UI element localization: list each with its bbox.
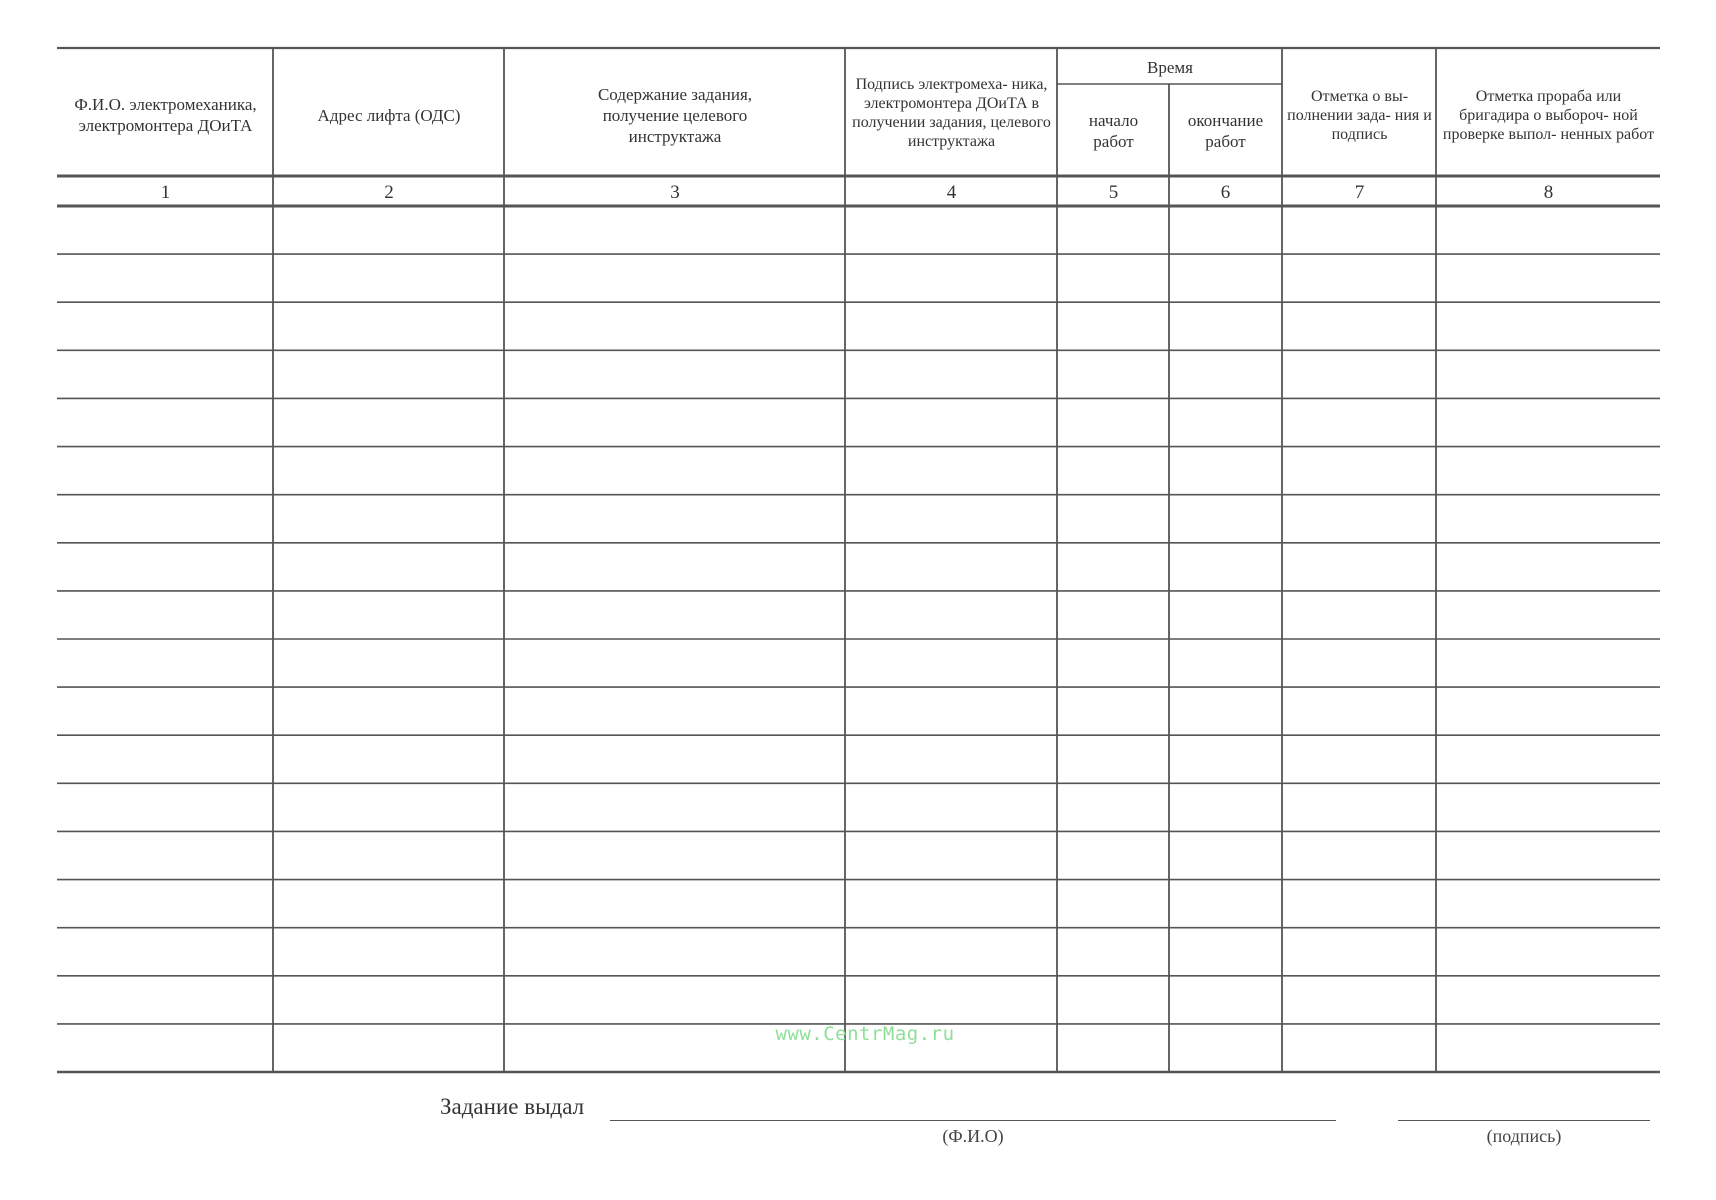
table-cell-col3[interactable] (506, 497, 843, 541)
table-cell-col3[interactable] (506, 833, 843, 877)
table-cell-col4[interactable] (847, 785, 1055, 829)
table-cell-col4[interactable] (847, 833, 1055, 877)
table-cell-col8[interactable] (1438, 208, 1658, 252)
table-cell-col6[interactable] (1171, 256, 1280, 300)
table-cell-col2[interactable] (275, 208, 502, 252)
table-cell-col5[interactable] (1059, 449, 1167, 493)
table-cell-col5[interactable] (1059, 1026, 1167, 1070)
table-cell-col3[interactable] (506, 449, 843, 493)
table-cell-col5[interactable] (1059, 256, 1167, 300)
table-cell-col5[interactable] (1059, 882, 1167, 926)
header-col8: Отметка прораба или бригадира о выбороч- ной проверке выпол- ненных работ (1442, 87, 1655, 143)
table-cell-col4[interactable] (847, 497, 1055, 541)
table-cell-col1[interactable] (59, 497, 271, 541)
table-cell-col7[interactable] (1284, 208, 1434, 252)
header-col6: окончание работ (1187, 110, 1264, 151)
header-col2: Адрес лифта (ОДС) (317, 105, 461, 125)
column-number-8: 8 (1543, 182, 1554, 203)
table-cell-col8[interactable] (1438, 641, 1658, 685)
table-cell-col6[interactable] (1171, 930, 1280, 974)
table-cell-col8[interactable] (1438, 785, 1658, 829)
header-col1: Ф.И.О. электромеханика, электромонтера ДОиТА (74, 95, 257, 135)
table-cell-col8[interactable] (1438, 545, 1658, 589)
table-cell-col5[interactable] (1059, 978, 1167, 1022)
table-cell-col6[interactable] (1171, 882, 1280, 926)
table-cell-col1[interactable] (59, 208, 271, 252)
table-cell-col5[interactable] (1059, 352, 1167, 396)
table-cell-col3[interactable] (506, 978, 843, 1022)
table-cell-col6[interactable] (1171, 785, 1280, 829)
table-cell-col2[interactable] (275, 689, 502, 733)
table-cell-col7[interactable] (1284, 304, 1434, 348)
table-cell-col3[interactable] (506, 930, 843, 974)
table-cell-col4[interactable] (847, 593, 1055, 637)
table-cell-col6[interactable] (1171, 689, 1280, 733)
header-col4: Подпись электромеха- ника, электромонтера ДОиТА в получении задания, целевого инструктажа (852, 75, 1051, 150)
table-cell-col3[interactable] (506, 641, 843, 685)
table-cell-col3[interactable] (506, 545, 843, 589)
table-cell-col2[interactable] (275, 400, 502, 444)
table-cell-col1[interactable] (59, 978, 271, 1022)
table-cell-col5[interactable] (1059, 930, 1167, 974)
header-col5: начало работ (1088, 110, 1139, 151)
table-cell-col2[interactable] (275, 256, 502, 300)
table-cell-col3[interactable] (506, 785, 843, 829)
table-cell-col2[interactable] (275, 304, 502, 348)
table-cell-col6[interactable] (1171, 641, 1280, 685)
table-cell-col4[interactable] (847, 208, 1055, 252)
table-cell-col6[interactable] (1171, 1026, 1280, 1070)
table-cell-col1[interactable] (59, 882, 271, 926)
table-cell-col7[interactable] (1284, 833, 1434, 877)
table-cell-col8[interactable] (1438, 689, 1658, 733)
table-cell-col1[interactable] (59, 930, 271, 974)
table-cell-col7[interactable] (1284, 785, 1434, 829)
table-cell-col4[interactable] (847, 689, 1055, 733)
table-cell-col8[interactable] (1438, 737, 1658, 781)
issuer-signature-caption: (подпись) (1486, 1126, 1562, 1146)
table-cell-col3[interactable] (506, 208, 843, 252)
table-cell-col4[interactable] (847, 545, 1055, 589)
table-cell-col7[interactable] (1284, 978, 1434, 1022)
table-cell-col4[interactable] (847, 930, 1055, 974)
table-cell-col3[interactable] (506, 882, 843, 926)
table-cell-col1[interactable] (59, 256, 271, 300)
table-cell-col7[interactable] (1284, 256, 1434, 300)
table-cell-col4[interactable] (847, 304, 1055, 348)
column-number-4: 4 (946, 182, 957, 203)
table-cell-col3[interactable] (506, 737, 843, 781)
table-cell-col7[interactable] (1284, 352, 1434, 396)
table-cell-col5[interactable] (1059, 593, 1167, 637)
table-cell-col8[interactable] (1438, 593, 1658, 637)
table-cell-col8[interactable] (1438, 304, 1658, 348)
table-cell-col1[interactable] (59, 352, 271, 396)
table-cell-col1[interactable] (59, 689, 271, 733)
table-cell-col7[interactable] (1284, 400, 1434, 444)
header-col3: Содержание задания, получение целевого инструктажа (597, 84, 753, 146)
table-cell-col1[interactable] (59, 304, 271, 348)
table-cell-col3[interactable] (506, 352, 843, 396)
issuer-name-caption: (Ф.И.О) (942, 1126, 1004, 1146)
table-cell-col4[interactable] (847, 400, 1055, 444)
table-cell-col2[interactable] (275, 1026, 502, 1070)
table-cell-col3[interactable] (506, 593, 843, 637)
table-cell-col2[interactable] (275, 930, 502, 974)
table-cell-col7[interactable] (1284, 641, 1434, 685)
column-number-2: 2 (384, 182, 394, 203)
table-cell-col8[interactable] (1438, 1026, 1658, 1070)
table-cell-col5[interactable] (1059, 400, 1167, 444)
column-number-5: 5 (1108, 182, 1119, 203)
table-cell-col8[interactable] (1438, 497, 1658, 541)
table-cell-col8[interactable] (1438, 449, 1658, 493)
table-cell-col4[interactable] (847, 449, 1055, 493)
table-cell-col5[interactable] (1059, 641, 1167, 685)
table-cell-col2[interactable] (275, 785, 502, 829)
table-cell-col3[interactable] (506, 256, 843, 300)
table-cell-col7[interactable] (1284, 449, 1434, 493)
table-cell-col8[interactable] (1438, 978, 1658, 1022)
table-cell-col6[interactable] (1171, 304, 1280, 348)
table-cell-col1[interactable] (59, 1026, 271, 1070)
table-cell-col3[interactable] (506, 304, 843, 348)
table-cell-col3[interactable] (506, 689, 843, 733)
table-cell-col2[interactable] (275, 833, 502, 877)
table-cell-col1[interactable] (59, 593, 271, 637)
table-cell-col1[interactable] (59, 833, 271, 877)
table-cell-col4[interactable] (847, 978, 1055, 1022)
table-cell-col5[interactable] (1059, 833, 1167, 877)
issued-by-label: Задание выдал (440, 1094, 585, 1119)
table-cell-col5[interactable] (1059, 497, 1167, 541)
table-cell-col2[interactable] (275, 593, 502, 637)
table-cell-col5[interactable] (1059, 689, 1167, 733)
table-cell-col4[interactable] (847, 256, 1055, 300)
table-cell-col8[interactable] (1438, 882, 1658, 926)
table-cell-col7[interactable] (1284, 882, 1434, 926)
table-cell-col7[interactable] (1284, 930, 1434, 974)
watermark: www.CentrMag.ru (775, 1023, 955, 1045)
table-cell-col2[interactable] (275, 737, 502, 781)
table-cell-col8[interactable] (1438, 352, 1658, 396)
table-cell-col6[interactable] (1171, 352, 1280, 396)
table-cell-col8[interactable] (1438, 256, 1658, 300)
table-cell-col5[interactable] (1059, 304, 1167, 348)
table-cell-col2[interactable] (275, 545, 502, 589)
table-cell-col5[interactable] (1059, 545, 1167, 589)
column-number-7: 7 (1354, 182, 1365, 203)
table-cell-col8[interactable] (1438, 930, 1658, 974)
table-cell-col6[interactable] (1171, 833, 1280, 877)
column-number-3: 3 (670, 182, 680, 203)
column-number-1: 1 (160, 182, 171, 203)
table-cell-col6[interactable] (1171, 737, 1280, 781)
table-cell-col1[interactable] (59, 449, 271, 493)
table-cell-col6[interactable] (1171, 978, 1280, 1022)
table-cell-col4[interactable] (847, 737, 1055, 781)
issuer-name-field[interactable] (610, 1120, 1336, 1121)
table-cell-col4[interactable] (847, 882, 1055, 926)
table-cell-col7[interactable] (1284, 1026, 1434, 1070)
issuer-signature-field[interactable] (1398, 1120, 1650, 1121)
table-cell-col2[interactable] (275, 449, 502, 493)
table-cell-col6[interactable] (1171, 545, 1280, 589)
table-cell-col8[interactable] (1438, 400, 1658, 444)
table-cell-col7[interactable] (1284, 593, 1434, 637)
header-col7: Отметка о вы- полнении зада- ния и подпись (1287, 87, 1432, 143)
table-cell-col2[interactable] (275, 882, 502, 926)
table-cell-col1[interactable] (59, 785, 271, 829)
table-cell-col2[interactable] (275, 641, 502, 685)
table-cell-col8[interactable] (1438, 833, 1658, 877)
table-cell-col2[interactable] (275, 497, 502, 541)
table-cell-col2[interactable] (275, 978, 502, 1022)
table-cell-col4[interactable] (847, 641, 1055, 685)
table-cell-col6[interactable] (1171, 449, 1280, 493)
table-cell-col6[interactable] (1171, 593, 1280, 637)
table-cell-col6[interactable] (1171, 208, 1280, 252)
table-cell-col5[interactable] (1059, 208, 1167, 252)
table-cell-col4[interactable] (847, 352, 1055, 396)
table-cell-col7[interactable] (1284, 545, 1434, 589)
table-cell-col6[interactable] (1171, 400, 1280, 444)
table-cell-col7[interactable] (1284, 689, 1434, 733)
table-cell-col6[interactable] (1171, 497, 1280, 541)
table-cell-col3[interactable] (506, 400, 843, 444)
table-cell-col5[interactable] (1059, 737, 1167, 781)
table-cell-col1[interactable] (59, 545, 271, 589)
table-cell-col7[interactable] (1284, 497, 1434, 541)
table-cell-col5[interactable] (1059, 785, 1167, 829)
header-time-group: Время (1147, 57, 1193, 77)
table-cell-col1[interactable] (59, 641, 271, 685)
table-cell-col1[interactable] (59, 737, 271, 781)
table-cell-col2[interactable] (275, 352, 502, 396)
column-number-6: 6 (1220, 182, 1231, 203)
table-cell-col1[interactable] (59, 400, 271, 444)
table-cell-col7[interactable] (1284, 737, 1434, 781)
